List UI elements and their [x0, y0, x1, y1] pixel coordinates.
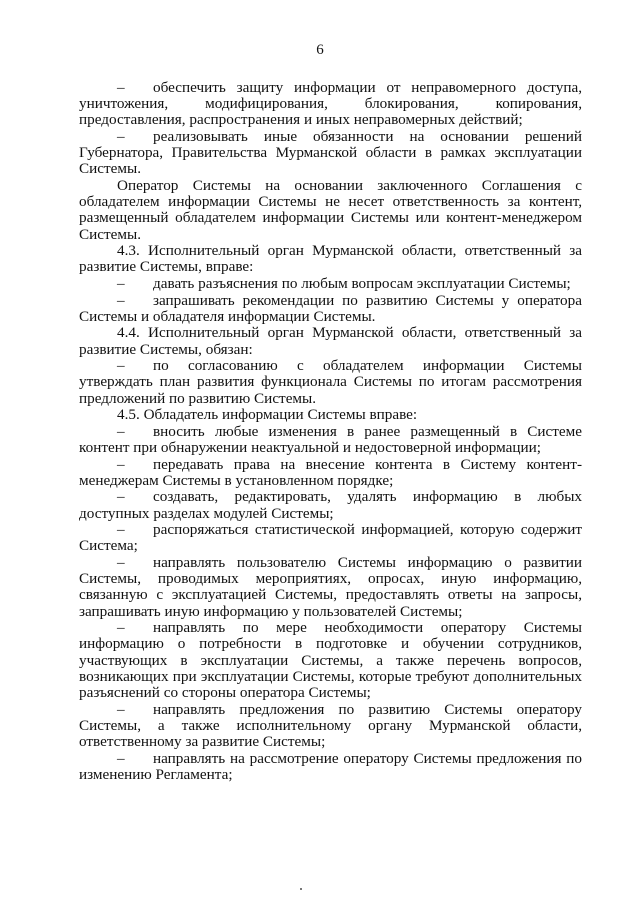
- paragraph-text: направлять на рассмотрение оператору Системы предложения по изменению Регламента;: [79, 749, 582, 783]
- list-dash: –: [117, 79, 125, 96]
- paragraph-text: передавать права на внесение контента в Систему контент-менеджерам Системы в установленном порядке;: [79, 455, 582, 489]
- list-dash: –: [117, 749, 125, 767]
- paragraph-regulation-changes: [79, 751, 582, 783]
- list-dash: –: [117, 455, 125, 473]
- paragraph-text: давать разъяснения по любым вопросам эксплуатации Системы;: [153, 275, 571, 292]
- list-dash: –: [117, 521, 125, 539]
- paragraph-inform-users: [79, 555, 582, 620]
- list-dash: –: [117, 488, 125, 506]
- paragraph-text: 4.5. Обладатель информации Системы вправе:: [117, 406, 418, 424]
- paragraph-section-4-4: [79, 325, 582, 357]
- list-dash: –: [117, 553, 125, 571]
- paragraph-section-4-3: [79, 243, 582, 275]
- paragraph-section-4-5: [79, 407, 582, 423]
- paragraph-training-needs: [79, 620, 582, 701]
- list-dash: –: [117, 700, 125, 718]
- scan-speck: [300, 888, 302, 890]
- list-dash: –: [117, 422, 125, 440]
- paragraph-transfer-rights: [79, 457, 582, 489]
- paragraph-text: 4.3. Исполнительный орган Мурманской области, ответственный за развитие Системы, вправе:: [79, 242, 582, 276]
- paragraph-text: вносить любые изменения в ранее размещенный в Системе контент при обнаружении неактуальной и недостоверной информации;: [79, 422, 582, 456]
- paragraph-request-recommendations: [79, 293, 582, 325]
- paragraph-development-proposals: [79, 702, 582, 751]
- list-dash: –: [117, 357, 125, 375]
- paragraph-statistics: [79, 522, 582, 554]
- page-number: 6: [316, 42, 324, 58]
- paragraph-operator-liability: [79, 178, 582, 243]
- paragraph-text: направлять пользователю Системы информацию о развитии Системы, проводимых мероприятиях, опросах, иную информацию, связанную с эксплуатацией Системы, предоставлять ответы на запросы, запрашивать иную информацию у пользователей Системы;: [79, 553, 582, 620]
- paragraph-edit-content: [79, 424, 582, 456]
- paragraph-text: направлять предложения по развитию Системы оператору Системы, а также исполнительному органу Мурманской области, ответственному за развитие Системы;: [79, 700, 582, 750]
- document-body: [79, 80, 582, 783]
- paragraph-give-explanations: [79, 276, 582, 292]
- list-dash: –: [117, 128, 125, 145]
- paragraph-create-edit-delete: [79, 489, 582, 521]
- paragraph-text: запрашивать рекомендации по развитию Системы у оператора Системы и обладателя информации Системы.: [79, 291, 582, 325]
- paragraph-protect-info: [79, 80, 582, 129]
- list-dash: –: [117, 275, 125, 292]
- paragraph-text: реализовывать иные обязанности на основании решений Губернатора, Правительства Мурманской области в рамках эксплуатации Системы.: [79, 128, 582, 178]
- paragraph-approve-plan: [79, 358, 582, 407]
- paragraph-text: 4.4. Исполнительный орган Мурманской области, ответственный за развитие Системы, обязан:: [79, 324, 582, 358]
- list-dash: –: [117, 619, 125, 637]
- paragraph-text: распоряжаться статистической информацией, которую содержит Система;: [79, 521, 582, 555]
- paragraph-text: направлять по мере необходимости оператору Системы информацию о потребности в подготовке и обучении сотрудников, участвующих в эксплуатации Системы, а также перечень вопросов, возникающих при эксплуатации Системы, которые требуют дополнительных разъяснений со стороны оператора Системы;: [79, 619, 582, 701]
- paragraph-text: Оператор Системы на основании заключенного Соглашения с обладателем информации Системы не несет ответственность за контент, размещенный обладателем информации Системы или контент-менеджером Системы.: [79, 177, 582, 243]
- paragraph-text: обеспечить защиту информации от неправомерного доступа, уничтожения, модифицирования, блокирования, копирования, предоставления, распространения и иных неправомерных действий;: [79, 79, 582, 129]
- paragraph-text: по согласованию с обладателем информации Системы утверждать план развития функционала Системы по итогам рассмотрения предложений по развитию Системы.: [79, 357, 582, 407]
- list-dash: –: [117, 291, 125, 309]
- paragraph-text: создавать, редактировать, удалять информацию в любых доступных разделах модулей Системы;: [79, 488, 582, 522]
- paragraph-other-duties: [79, 129, 582, 178]
